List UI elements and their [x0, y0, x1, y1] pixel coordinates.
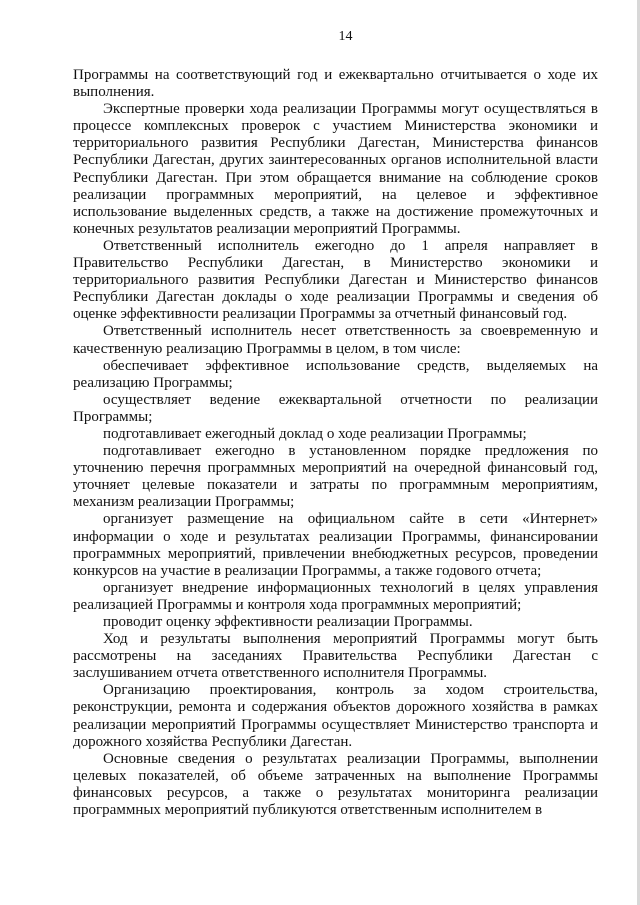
paragraph-9: организует размещение на официальном сайте в сети «Интернет» информации о ходе и результатах реализации Программы, финансировании программных мероприятий, привлечении внебюджетных ресурсов, проведении конкурсов на участие в реализации Программы, а также годового отчета; — [73, 511, 598, 579]
paragraph-12: Ход и результаты выполнения мероприятий Программы могут быть рассмотрены на заседаниях Правительства Республики Дагестан с заслушиванием отчета ответственного исполнителя Программы. — [73, 631, 598, 682]
paragraph-7: подготавливает ежегодный доклад о ходе реализации Программы; — [103, 425, 527, 442]
page-number: 14 — [338, 29, 353, 44]
paragraph-8: подготавливает ежегодно в установленном порядке предложения по уточнению перечня программных мероприятий на очередной финансовый год, уточняет целевые показатели и затраты по программным мероприятиям, механизм реализации Программы; — [73, 443, 598, 511]
paragraph-10: организует внедрение информационных технологий в целях управления реализацией Программы и контроля хода программных мероприятий; — [73, 579, 598, 613]
paragraph-6: осуществляет ведение ежеквартальной отчетности по реализации Программы; — [73, 391, 598, 425]
document-body — [73, 67, 598, 819]
paragraph-1: Программы на соответствующий год и ежеквартально отчитывается о ходе их выполнения. — [73, 67, 598, 101]
paragraph-2: Экспертные проверки хода реализации Программы могут осуществляться в процессе комплексных проверок с участием Министерства экономики и территориального развития Республики Дагестан, Министерства финансов Республики Дагестан, других заинтересованных органов исполнительной власти Республики Дагестан. При этом обращается внимание на соблюдение сроков реализации программных мероприятий, на целевое и эффективное использование выделенных средств, а также на достижение промежуточных и конечных результатов реализации мероприятий Программы. — [73, 101, 598, 237]
paragraph-14: Основные сведения о результатах реализации Программы, выполнении целевых показателей, об объеме затраченных на выполнение Программы финансовых ресурсов, а также о результатах мониторинга реализации программных мероприятий публикуются ответственным исполнителем в — [73, 750, 598, 819]
paragraph-11: проводит оценку эффективности реализации Программы. — [103, 614, 473, 630]
paragraph-3: Ответственный исполнитель ежегодно до 1 апреля направляет в Правительство Республики Дагестан, в Министерство экономики и территориального развития Республики Дагестан и Министерство финансов Республики Дагестан доклады о ходе реализации Программы и сведения об оценке эффективности реализации Программы за отчетный финансовый год. — [73, 237, 598, 323]
paragraph-5: обеспечивает эффективное использование средств, выделяемых на реализацию Программы; — [73, 357, 598, 391]
paragraph-4: Ответственный исполнитель несет ответственность за своевременную и качественную реализацию Программы в целом, в том числе: — [73, 323, 598, 357]
paragraph-13: Организацию проектирования, контроль за ходом строительства, реконструкции, ремонта и содержания объектов дорожного хозяйства в рамках реализации мероприятий Программы осуществляет Министерство транспорта и дорожного хозяйства Республики Дагестан. — [73, 682, 598, 750]
